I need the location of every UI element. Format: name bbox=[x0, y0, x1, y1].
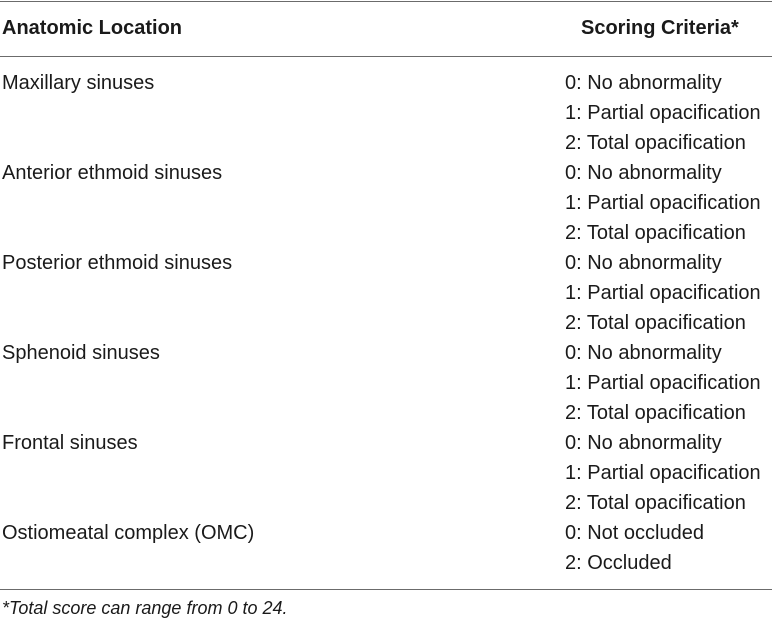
location-cell: Ostiomeatal complex (OMC) bbox=[2, 522, 255, 544]
criteria-cell bbox=[565, 248, 772, 338]
criteria-line: 1: Partial opacification bbox=[565, 372, 761, 394]
header-anatomic-location: Anatomic Location bbox=[2, 17, 183, 39]
criteria-line: 1: Partial opacification bbox=[565, 192, 761, 214]
criteria-line: 1: Partial opacification bbox=[565, 462, 761, 484]
header-scoring-criteria: Scoring Criteria* bbox=[581, 17, 739, 39]
table-row bbox=[0, 248, 772, 338]
table-row bbox=[0, 158, 772, 248]
table-row bbox=[0, 338, 772, 428]
criteria-line: 1: Partial opacification bbox=[565, 102, 761, 124]
criteria-line: 0: No abnormality bbox=[565, 342, 722, 364]
table-header-row bbox=[0, 1, 772, 56]
criteria-line: 2: Occluded bbox=[565, 552, 672, 574]
criteria-cell bbox=[565, 518, 772, 578]
criteria-line: 1: Partial opacification bbox=[565, 282, 761, 304]
table-row bbox=[0, 68, 772, 158]
criteria-cell bbox=[565, 338, 772, 428]
table-row bbox=[0, 428, 772, 518]
location-cell: Maxillary sinuses bbox=[2, 72, 155, 94]
table-body bbox=[0, 68, 772, 578]
table-header-rule bbox=[0, 56, 772, 57]
table-row bbox=[0, 518, 772, 578]
criteria-line: 2: Total opacification bbox=[565, 312, 746, 334]
criteria-cell bbox=[565, 68, 772, 158]
criteria-line: 0: No abnormality bbox=[565, 432, 722, 454]
criteria-line: 2: Total opacification bbox=[565, 402, 746, 424]
table-bottom-rule bbox=[0, 589, 772, 590]
location-cell: Anterior ethmoid sinuses bbox=[2, 162, 223, 184]
criteria-line: 0: No abnormality bbox=[565, 252, 722, 274]
location-cell: Posterior ethmoid sinuses bbox=[2, 252, 233, 274]
criteria-line: 2: Total opacification bbox=[565, 222, 746, 244]
criteria-line: 0: No abnormality bbox=[565, 162, 722, 184]
table-footnote: *Total score can range from 0 to 24. bbox=[2, 598, 288, 618]
criteria-line: 0: No abnormality bbox=[565, 72, 722, 94]
criteria-line: 2: Total opacification bbox=[565, 492, 746, 514]
location-cell: Sphenoid sinuses bbox=[2, 342, 160, 364]
criteria-cell bbox=[565, 158, 772, 248]
criteria-line: 2: Total opacification bbox=[565, 132, 746, 154]
criteria-line: 0: Not occluded bbox=[565, 522, 704, 544]
criteria-cell bbox=[565, 428, 772, 518]
location-cell: Frontal sinuses bbox=[2, 432, 138, 454]
